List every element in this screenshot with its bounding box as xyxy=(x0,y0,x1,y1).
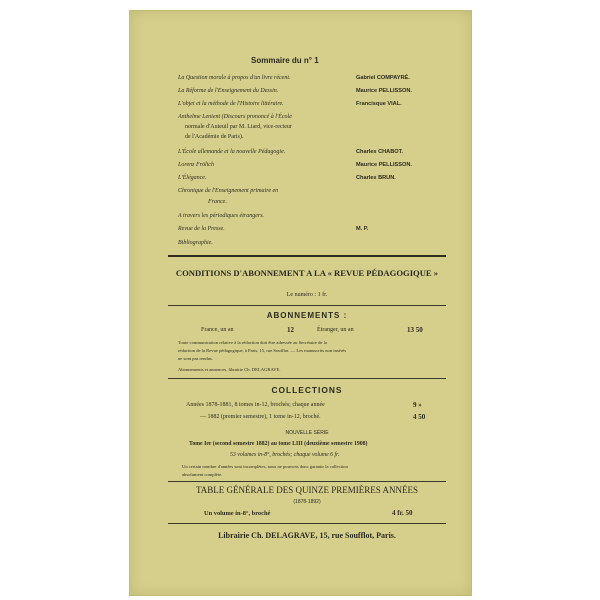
abonnements-etranger-label: Étranger, un an xyxy=(317,327,354,333)
toc-title-2: La Réforme de l'Enseignement du Dessin. xyxy=(178,88,279,94)
divider xyxy=(168,481,446,482)
back-cover xyxy=(129,10,472,596)
table-line: Un volume in-8°, broché xyxy=(204,510,271,517)
collections-tome: Tome Ier (second semestre 1882) au tome LIII (deuxième semestre 1908) xyxy=(189,441,368,447)
toc-title-6: Lorenz Frölich xyxy=(178,162,214,168)
collections-note-2: absolument complète. xyxy=(182,472,223,477)
conditions-title: CONDITIONS D'ABONNEMENT A LA « REVUE PÉDAGOGIQUE » xyxy=(175,268,439,278)
toc-title-8b: France. xyxy=(208,199,227,205)
toc-author-1: Gabriel COMPAYRÉ. xyxy=(356,75,410,81)
collections-note-1: Un certain nombre d'années sont incomplètes, nous ne pouvons donc garantir la collection xyxy=(182,464,348,469)
publisher-footer: Librairie Ch. DELAGRAVE, 15, rue Soufflot, Paris. xyxy=(218,531,396,540)
divider xyxy=(168,305,446,306)
collections-line-1-price: 9 » xyxy=(413,401,422,409)
collections-line-1: Années 1878-1881, 8 tomes in-12, brochés; chaque année xyxy=(186,402,325,408)
collections-title: COLLECTIONS xyxy=(271,385,343,395)
abonnements-notice-3: ne sont pas rendus. xyxy=(178,356,213,361)
toc-title-5: L'École allemande et la nouvelle Pédagogie. xyxy=(178,149,286,155)
table-title: TABLE GÉNÉRALE DES QUINZE PREMIÈRES ANNÉES xyxy=(195,485,419,495)
abonnements-france-price: 12 xyxy=(287,326,294,334)
toc-author-3: Francisque VIAL. xyxy=(356,101,402,107)
collections-line-2-price: 4 50 xyxy=(413,413,426,421)
abonnements-annonces: Abonnements et annonces, librairie Ch. DELAGRAVE. xyxy=(178,367,281,372)
toc-author-6: Maurice PELLISSON. xyxy=(356,162,412,168)
abonnements-title: ABONNEMENTS : xyxy=(266,311,348,320)
toc-title-11: Bibliographie. xyxy=(178,240,213,246)
toc-author-5: Charles CHABOT. xyxy=(356,149,403,155)
toc-author-2: Maurice PELLISSON. xyxy=(356,88,412,94)
sommaire-title: Sommaire du n° 1 xyxy=(251,56,319,65)
conditions-numero: Le numéro : 1 fr. xyxy=(286,292,328,298)
toc-author-10: M. P. xyxy=(356,226,369,232)
divider xyxy=(168,523,446,524)
toc-title-9: A travers les périodiques étrangers. xyxy=(178,213,265,219)
toc-title-3: L'objet et la méthode de l'Histoire littéraire. xyxy=(178,101,284,107)
abonnements-france-label: France, un an xyxy=(201,327,234,333)
toc-author-7: Charles BRUN. xyxy=(356,175,396,181)
toc-title-7: L'Élégance. xyxy=(178,175,207,181)
toc-title-4b: normale d'Auteuil par M. Liard, vice-recteur xyxy=(185,124,292,130)
nouvelle-serie: NOUVELLE SÉRIE xyxy=(285,430,329,436)
toc-title-8: Chronique de l'Enseignement primaire en xyxy=(178,188,279,194)
toc-title-4c: de l'Académie de Paris). xyxy=(185,134,244,140)
abonnements-notice-1: Toute communication relative à la rédaction doit être adressée au Secrétaire de la xyxy=(178,340,327,345)
table-years: (1878-1892) xyxy=(293,499,321,505)
abonnements-notice-2: rédaction de la Revue pédagogique, à Paris, 15, rue Soufflot. — Les manuscrits non insérés xyxy=(178,348,347,353)
toc-title-10: Revue de la Presse. xyxy=(178,226,225,232)
abonnements-etranger-price: 13 50 xyxy=(407,326,423,334)
divider xyxy=(168,378,446,379)
toc-title-4: Anthelme Lenient (Discours prononcé à l'École xyxy=(178,114,292,120)
collections-line-2: — 1882 (premier semestre), 1 tome in-12, broché. xyxy=(200,414,321,420)
table-price: 4 fr. 50 xyxy=(392,509,413,517)
toc-title-1: La Question morale à propos d'un livre récent. xyxy=(178,75,291,81)
divider xyxy=(168,255,446,257)
collections-volumes: 53 volumes in-8°, brochés; chaque volume 6 fr. xyxy=(230,452,340,458)
